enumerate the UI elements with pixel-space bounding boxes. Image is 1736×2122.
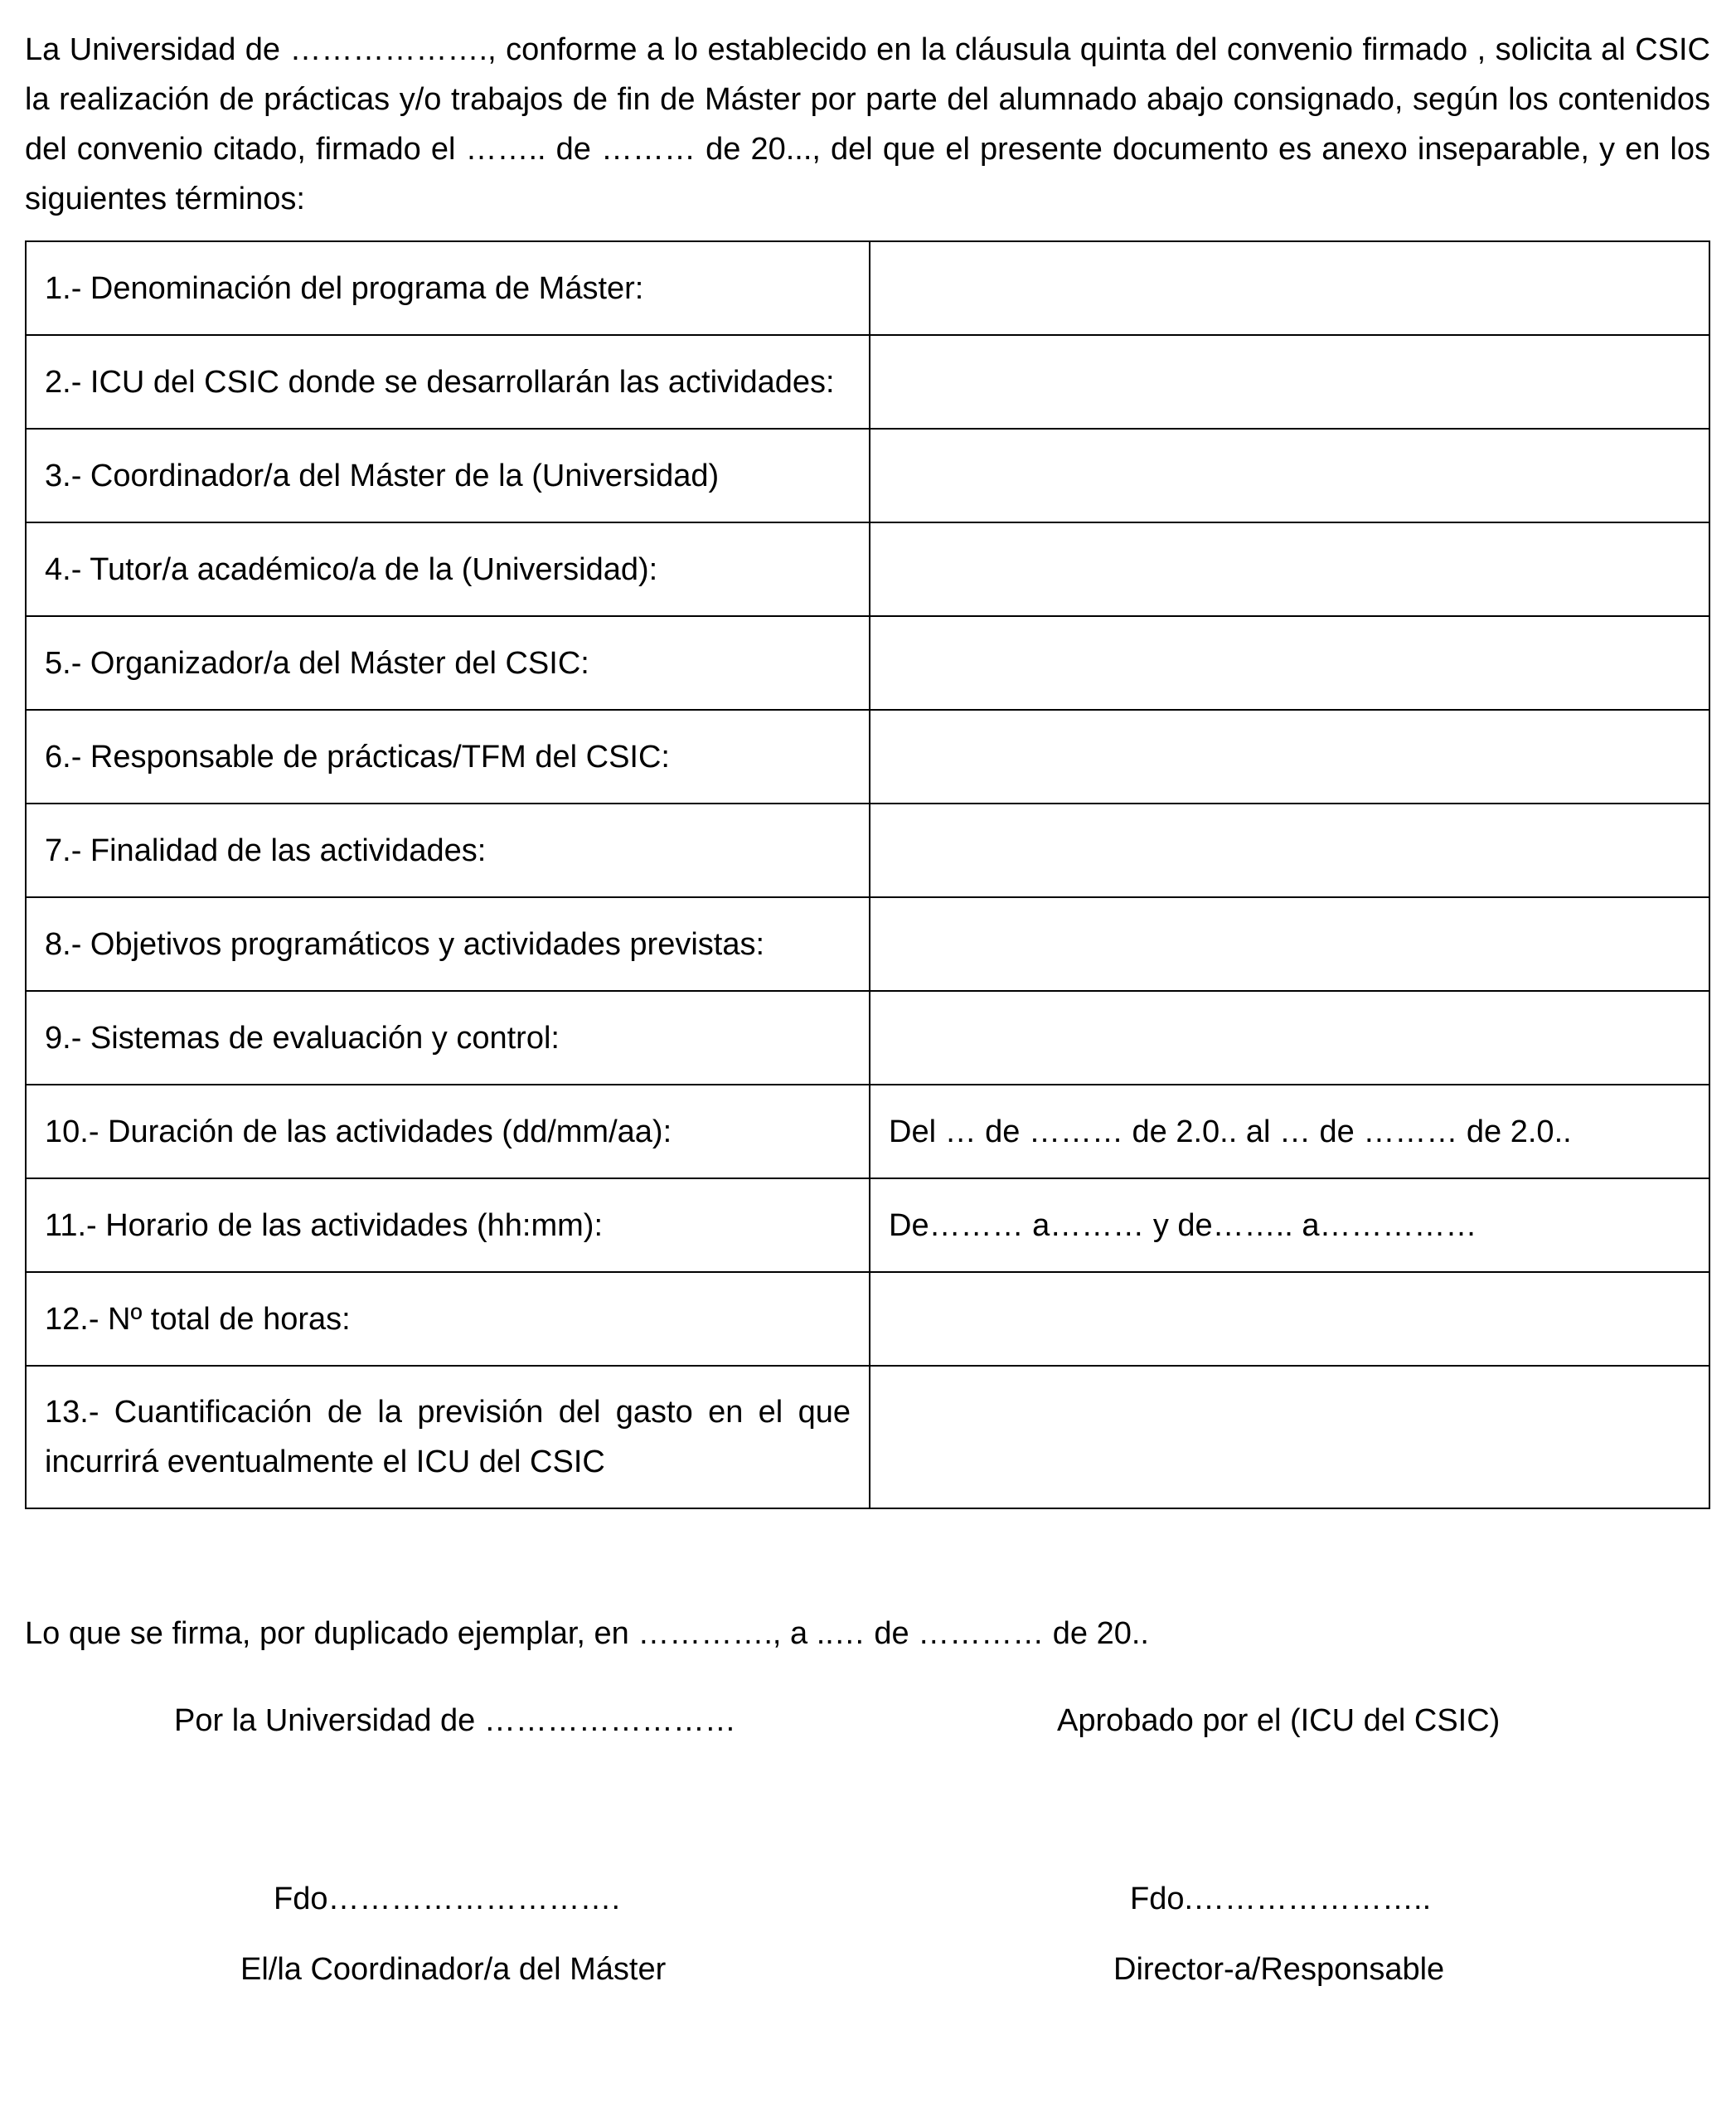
- row-label: 6.- Responsable de prácticas/TFM del CSIC:: [26, 710, 870, 804]
- row-value: [870, 991, 1709, 1085]
- row-label: 13.- Cuantificación de la previsión del gasto en el que incurrirá eventualmente el ICU del CSIC: [26, 1366, 870, 1508]
- row-label: 2.- ICU del CSIC donde se desarrollarán las actividades:: [26, 335, 870, 429]
- row-label: 9.- Sistemas de evaluación y control:: [26, 991, 870, 1085]
- row-label: 4.- Tutor/a académico/a de la (Universidad):: [26, 522, 870, 616]
- row-value: [870, 429, 1709, 522]
- left-signature-header: Por la Universidad de ……………………: [174, 1703, 736, 1738]
- row-value: [870, 335, 1709, 429]
- row-label: 8.- Objetivos programáticos y actividades previstas:: [26, 897, 870, 991]
- row-value: [870, 522, 1709, 616]
- table-row: [26, 1272, 1709, 1366]
- table-row: [26, 616, 1709, 710]
- row-value: [870, 241, 1709, 335]
- table-row: [26, 1366, 1709, 1508]
- row-label: 1.- Denominación del programa de Máster:: [26, 241, 870, 335]
- table-row: [26, 710, 1709, 804]
- intro-paragraph: La Universidad de ………………., conforme a lo establecido en la cláusula quinta del convenio firmado , solicita al CSIC la realización de prácticas y/o trabajos de fin de Máster por parte del alumnado abajo consignado, según los contenidos del convenio citado, firmado el …….. de ……… de 20..., del que el presente documento es anexo inseparable, y en los siguientes términos:: [25, 32, 1710, 216]
- table-row: [26, 241, 1709, 335]
- row-value: [870, 710, 1709, 804]
- row-value: [870, 897, 1709, 991]
- right-signature-role: Director-a/Responsable: [1113, 1952, 1445, 1987]
- row-value: [870, 1272, 1709, 1366]
- row-value: De……… a……… y de…….. a……………: [870, 1178, 1709, 1272]
- row-label: 11.- Horario de las actividades (hh:mm):: [26, 1178, 870, 1272]
- table-row: [26, 335, 1709, 429]
- row-value: [870, 804, 1709, 897]
- closing-statement: Lo que se firma, por duplicado ejemplar, en …………., a ..… de ………… de 20..: [25, 1616, 1149, 1651]
- row-label: 10.- Duración de las actividades (dd/mm/aa):: [26, 1085, 870, 1178]
- left-signature-line: Fdo……………………….: [274, 1882, 621, 1916]
- right-signature-line: Fdo.…………………..: [1130, 1882, 1432, 1916]
- table-row: [26, 897, 1709, 991]
- table-row: [26, 1178, 1709, 1272]
- table-row: [26, 429, 1709, 522]
- table-row: [26, 522, 1709, 616]
- document-page: [25, 25, 1710, 1509]
- table-row: [26, 991, 1709, 1085]
- terms-table: [25, 240, 1710, 1509]
- row-value: [870, 616, 1709, 710]
- row-label: 5.- Organizador/a del Máster del CSIC:: [26, 616, 870, 710]
- right-signature-header: Aprobado por el (ICU del CSIC): [1057, 1703, 1501, 1738]
- row-label: 3.- Coordinador/a del Máster de la (Universidad): [26, 429, 870, 522]
- table-row: [26, 1085, 1709, 1178]
- row-label: 7.- Finalidad de las actividades:: [26, 804, 870, 897]
- table-row: [26, 804, 1709, 897]
- row-value: [870, 1366, 1709, 1508]
- row-label: 12.- Nº total de horas:: [26, 1272, 870, 1366]
- row-value: Del … de ……… de 2.0.. al … de ……… de 2.0..: [870, 1085, 1709, 1178]
- left-signature-role: El/la Coordinador/a del Máster: [240, 1952, 667, 1987]
